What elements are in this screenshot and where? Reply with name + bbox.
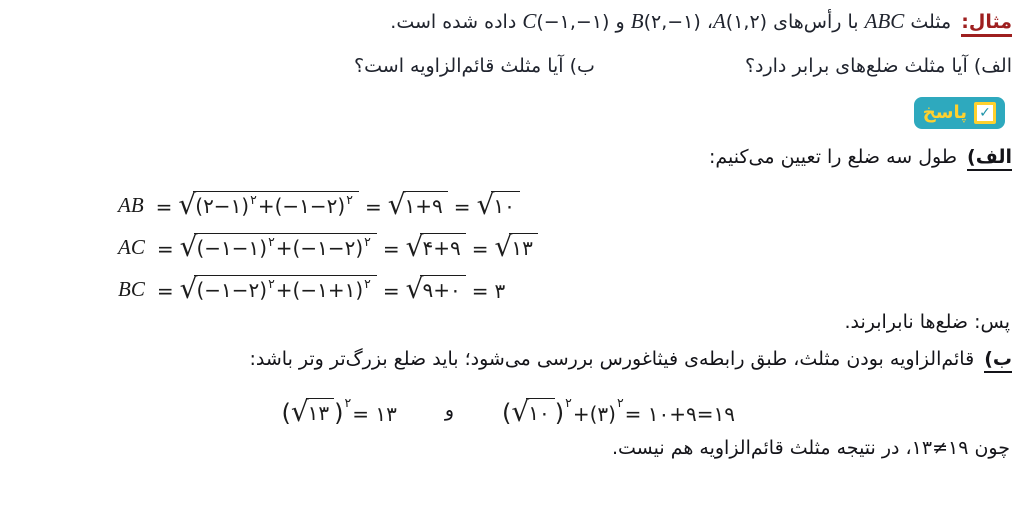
vertex-c — [522, 9, 609, 34]
close-paren: ) — [334, 399, 344, 427]
equation-bc — [118, 272, 538, 305]
vertex-a-letter: A — [712, 9, 726, 33]
square-root — [405, 230, 466, 263]
problem-statement — [390, 9, 1012, 34]
exponent: ۲ — [346, 192, 353, 207]
statement-text-1: مثلث — [910, 11, 952, 33]
expression-hypotenuse-square — [281, 395, 397, 428]
statement-and: و — [615, 11, 625, 33]
equation-ab — [118, 188, 538, 221]
vertex-a-coords: (۱,۲) — [725, 11, 768, 33]
part-b-heading — [249, 348, 1012, 370]
part-a-label: الف) — [967, 146, 1012, 171]
example-label: مثال: — [961, 11, 1012, 37]
radical-icon: √ — [476, 188, 495, 221]
exponent: ۲ — [344, 395, 352, 410]
radical-icon: √ — [290, 395, 309, 428]
vertex-b-letter: B — [630, 9, 644, 33]
square-root — [178, 188, 359, 221]
radical-icon: √ — [179, 230, 198, 263]
equation-lhs: BC — [118, 277, 145, 301]
radicand: ۱۳ — [307, 401, 330, 425]
expression-result: = ۱۳ — [352, 402, 397, 426]
statement-text-3: داده شده است. — [390, 11, 517, 33]
exponent: ۲ — [268, 234, 275, 249]
equals-sign: = — [471, 237, 489, 261]
question-b: ب) آیا مثلث قائم‌الزاویه است؟ — [354, 55, 595, 77]
radicand: ۹+۰ — [422, 278, 461, 302]
exponent: ۲ — [268, 276, 275, 291]
close-paren: ) — [554, 399, 565, 427]
equation-ac — [118, 230, 538, 263]
radical-icon: √ — [494, 230, 513, 263]
radicand: +(−۱+۱) — [275, 278, 364, 302]
exponent: ۲ — [616, 395, 624, 410]
radical-icon: √ — [179, 272, 198, 305]
equals-sign: = — [453, 195, 471, 219]
questions-row — [354, 55, 1012, 77]
part-a-text: طول سه ضلع را تعیین می‌کنیم: — [708, 146, 957, 168]
triangle-name: ABC — [864, 9, 905, 33]
square-root — [405, 272, 466, 305]
conjunction-and: و — [444, 399, 455, 421]
square-root — [494, 230, 538, 263]
answer-badge-label: پاسخ — [922, 102, 967, 123]
equals-sign: = — [364, 195, 382, 219]
radical-icon: √ — [405, 272, 424, 305]
open-paren: ( — [281, 399, 291, 427]
vertex-b-coords: (۲,−۱) — [643, 11, 701, 33]
part-a-note — [844, 311, 1010, 333]
radicand: (۲−۱) — [195, 194, 250, 218]
part-a-heading — [709, 146, 1012, 168]
radicand: ۱۰ — [528, 401, 550, 425]
note-text: پس: ضلع‌ها نابرابرند. — [844, 311, 1010, 333]
square-root — [511, 395, 554, 428]
square-root — [179, 230, 377, 263]
radicand: +(−۱−۲) — [275, 236, 364, 260]
check-mark-icon: ✓ — [979, 105, 991, 121]
radicand: (−۱−۲) — [196, 278, 268, 302]
result-value: ۱۳ — [511, 236, 533, 260]
expression-result: = ۱۰+۹=۱۹ — [624, 402, 735, 426]
radicand: +(−۱−۲) — [257, 194, 346, 218]
equals-sign: = — [156, 279, 174, 303]
equation-lhs: AC — [118, 235, 145, 259]
square-root — [387, 188, 448, 221]
result-value: ۱۰ — [493, 194, 515, 218]
equals-sign: = — [155, 195, 173, 219]
question-a: الف) آیا مثلث ضلع‌های برابر دارد؟ — [744, 55, 1012, 77]
radicand: (−۱−۱) — [196, 236, 268, 260]
part-b-conclusion — [612, 437, 1010, 459]
vertex-c-letter: C — [522, 9, 537, 33]
part-b-text: قائم‌الزاویه بودن مثلث، طبق رابطه‌ی فیثاغورس بررسی می‌شود؛ باید ضلع بزرگ‌تر وتر باشد: — [249, 348, 975, 370]
equals-sign: = — [471, 279, 489, 303]
answer-badge — [914, 97, 1005, 129]
expression-sum-of-squares — [502, 395, 735, 428]
statement-comma: ، — [706, 11, 713, 33]
radicand: ۴+۹ — [422, 236, 461, 260]
pythagoras-check-row — [281, 395, 735, 428]
equation-lhs: AB — [118, 193, 144, 217]
square-root — [179, 272, 377, 305]
exponent: ۲ — [364, 234, 371, 249]
radical-icon: √ — [178, 188, 197, 221]
radicand: ۱+۹ — [404, 194, 443, 218]
conclusion-text: چون ۱۹≠۱۳، در نتیجه مثلث قائم‌الزاویه هم نیست. — [611, 437, 1010, 459]
side-length-equations — [118, 188, 538, 314]
exponent: ۲ — [250, 192, 257, 207]
vertex-b — [631, 9, 701, 34]
statement-text-2: با رأس‌های — [773, 11, 859, 33]
exponent: ۲ — [364, 276, 371, 291]
equals-sign: = — [156, 237, 174, 261]
checkbox-icon — [974, 102, 996, 124]
square-root — [476, 188, 520, 221]
radical-icon: √ — [387, 188, 406, 221]
vertex-c-coords: (−۱,−۱) — [536, 11, 610, 33]
part-b-label: ب) — [984, 348, 1012, 373]
radical-icon: √ — [511, 395, 530, 428]
radical-icon: √ — [405, 230, 424, 263]
open-paren: ( — [502, 399, 512, 427]
exponent: ۲ — [565, 395, 572, 410]
square-root — [290, 395, 334, 428]
equals-sign: = — [382, 279, 400, 303]
expression-middle: +(۳) — [572, 402, 616, 426]
result-value: ۳ — [494, 279, 506, 303]
vertex-a — [713, 9, 767, 34]
equals-sign: = — [382, 237, 400, 261]
